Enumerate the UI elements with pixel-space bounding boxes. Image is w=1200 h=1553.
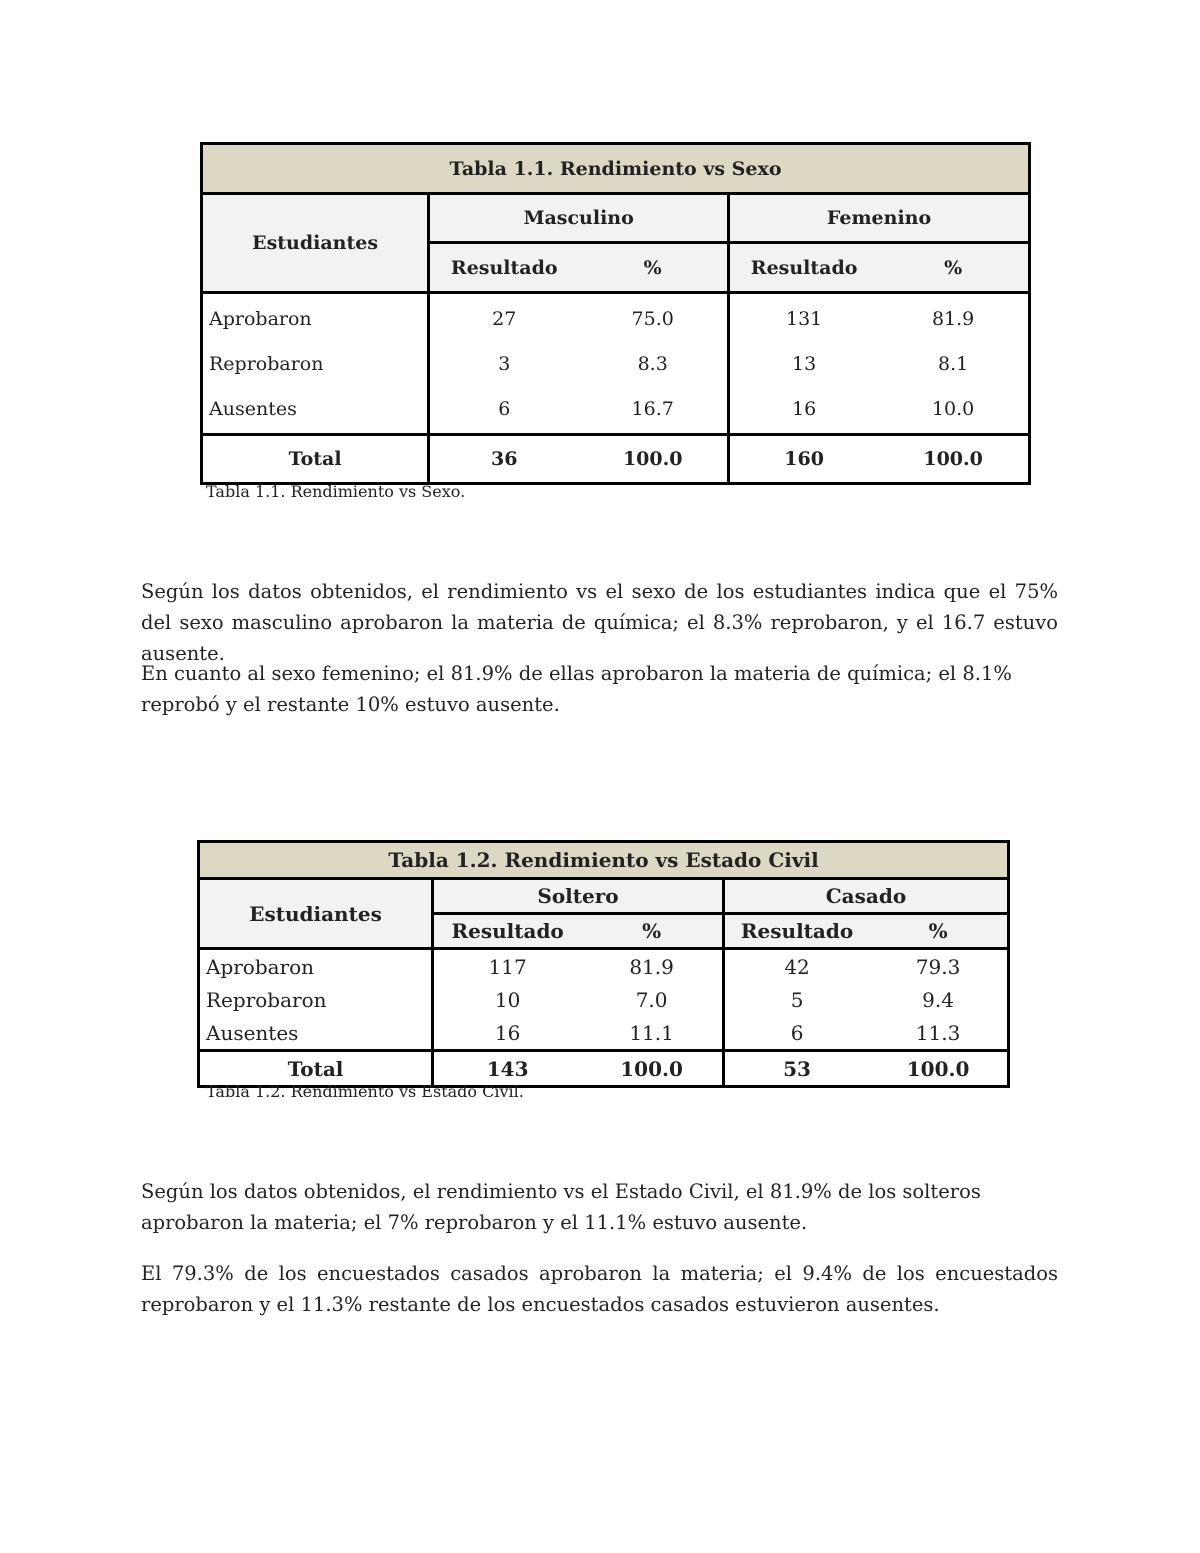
- table-caption: Tabla 1.1. Rendimiento vs Sexo.: [206, 482, 466, 501]
- table-cell: 16: [792, 398, 817, 420]
- column-header: Resultado: [429, 243, 579, 293]
- group-header-femenino: Femenino: [729, 194, 1030, 243]
- total-cell: 100.0: [581, 1051, 723, 1087]
- column-header: %: [878, 243, 1029, 293]
- total-cell: 100.0: [869, 1051, 1008, 1087]
- table-cell: 6: [790, 1020, 804, 1045]
- table-row: [199, 1016, 1009, 1051]
- column-header: %: [869, 914, 1008, 949]
- table-rendimiento-estado-civil: [197, 840, 1010, 1088]
- table-cell: 10.0: [878, 385, 1029, 435]
- table-cell: 81.9: [878, 293, 1029, 344]
- table-cell: 3: [498, 353, 511, 375]
- row-label: Reprobaron: [199, 984, 433, 1016]
- group-header-casado: Casado: [723, 879, 1008, 914]
- total-cell: 36: [429, 435, 579, 484]
- table-cell: 16.7: [578, 385, 728, 435]
- table-cell: 6: [498, 398, 511, 420]
- table-row: [202, 385, 1030, 435]
- table-cell: 42: [784, 955, 810, 979]
- table-cell: 27: [492, 307, 517, 330]
- table-row: [202, 343, 1030, 385]
- table-cell: 81.9: [581, 949, 723, 985]
- total-label: Total: [199, 1051, 433, 1087]
- total-cell: 53: [723, 1051, 869, 1087]
- table-cell: 79.3: [869, 949, 1008, 985]
- row-header: Estudiantes: [199, 879, 433, 949]
- column-header: Resultado: [729, 243, 879, 293]
- table-caption: Tabla 1.2. Rendimiento vs Estado Civil.: [206, 1082, 524, 1101]
- paragraph: Según los datos obtenidos, el rendimiento vs el Estado Civil, el 81.9% de los solteros aprobaron la materia; el 7% reprobaron y el 11.1% estuvo ausente.: [141, 1180, 981, 1234]
- table-title: Tabla 1.2. Rendimiento vs Estado Civil: [199, 842, 1009, 879]
- row-label: Ausentes: [199, 1016, 433, 1051]
- row-label: Aprobaron: [202, 293, 429, 344]
- column-header: %: [578, 243, 728, 293]
- column-header: %: [581, 914, 723, 949]
- total-row: [202, 435, 1030, 484]
- row-label: Aprobaron: [199, 949, 433, 985]
- group-header-masculino: Masculino: [429, 194, 729, 243]
- table-cell: 8.1: [878, 343, 1029, 385]
- table-cell: 131: [786, 307, 823, 330]
- table-cell: 11.1: [581, 1016, 723, 1051]
- table-row: [199, 949, 1009, 985]
- table-cell: 117: [488, 955, 527, 979]
- table-cell: 16: [494, 1020, 521, 1045]
- table-cell: 7.0: [581, 984, 723, 1016]
- table-cell: 10: [494, 988, 521, 1012]
- row-label: Ausentes: [202, 385, 429, 435]
- table-row: [199, 984, 1009, 1016]
- total-cell: 160: [729, 435, 879, 484]
- paragraph: En cuanto al sexo femenino; el 81.9% de ellas aprobaron la materia de química; el 8.1% reprobó y el restante 10% estuvo ausente.: [141, 662, 1012, 716]
- table-cell: 5: [790, 988, 804, 1012]
- table-rendimiento-sexo: [200, 142, 1031, 485]
- table-cell: 13: [792, 353, 817, 375]
- column-header: Resultado: [723, 914, 869, 949]
- paragraph: El 79.3% de los encuestados casados aprobaron la materia; el 9.4% de los encuestados reprobaron y el 11.3% restante de los encuestados casados estuvieron ausentes.: [141, 1262, 1058, 1316]
- table-cell: 9.4: [869, 984, 1008, 1016]
- row-label: Reprobaron: [202, 343, 429, 385]
- total-label: Total: [202, 435, 429, 484]
- table-row: [202, 293, 1030, 344]
- paragraph: Según los datos obtenidos, el rendimiento vs el sexo de los estudiantes indica que el 75% del sexo masculino aprobaron la materia de química; el 8.3% reprobaron, y el 16.7 estuvo ausente.: [141, 580, 1058, 665]
- row-header: Estudiantes: [202, 194, 429, 293]
- group-header-soltero: Soltero: [433, 879, 724, 914]
- total-cell: 143: [433, 1051, 582, 1087]
- table-cell: 8.3: [578, 343, 728, 385]
- table-title: Tabla 1.1. Rendimiento vs Sexo: [202, 144, 1030, 194]
- total-cell: 100.0: [578, 435, 728, 484]
- column-header: Resultado: [433, 914, 582, 949]
- table-cell: 75.0: [578, 293, 728, 344]
- total-cell: 100.0: [878, 435, 1029, 484]
- table-cell: 11.3: [869, 1016, 1008, 1051]
